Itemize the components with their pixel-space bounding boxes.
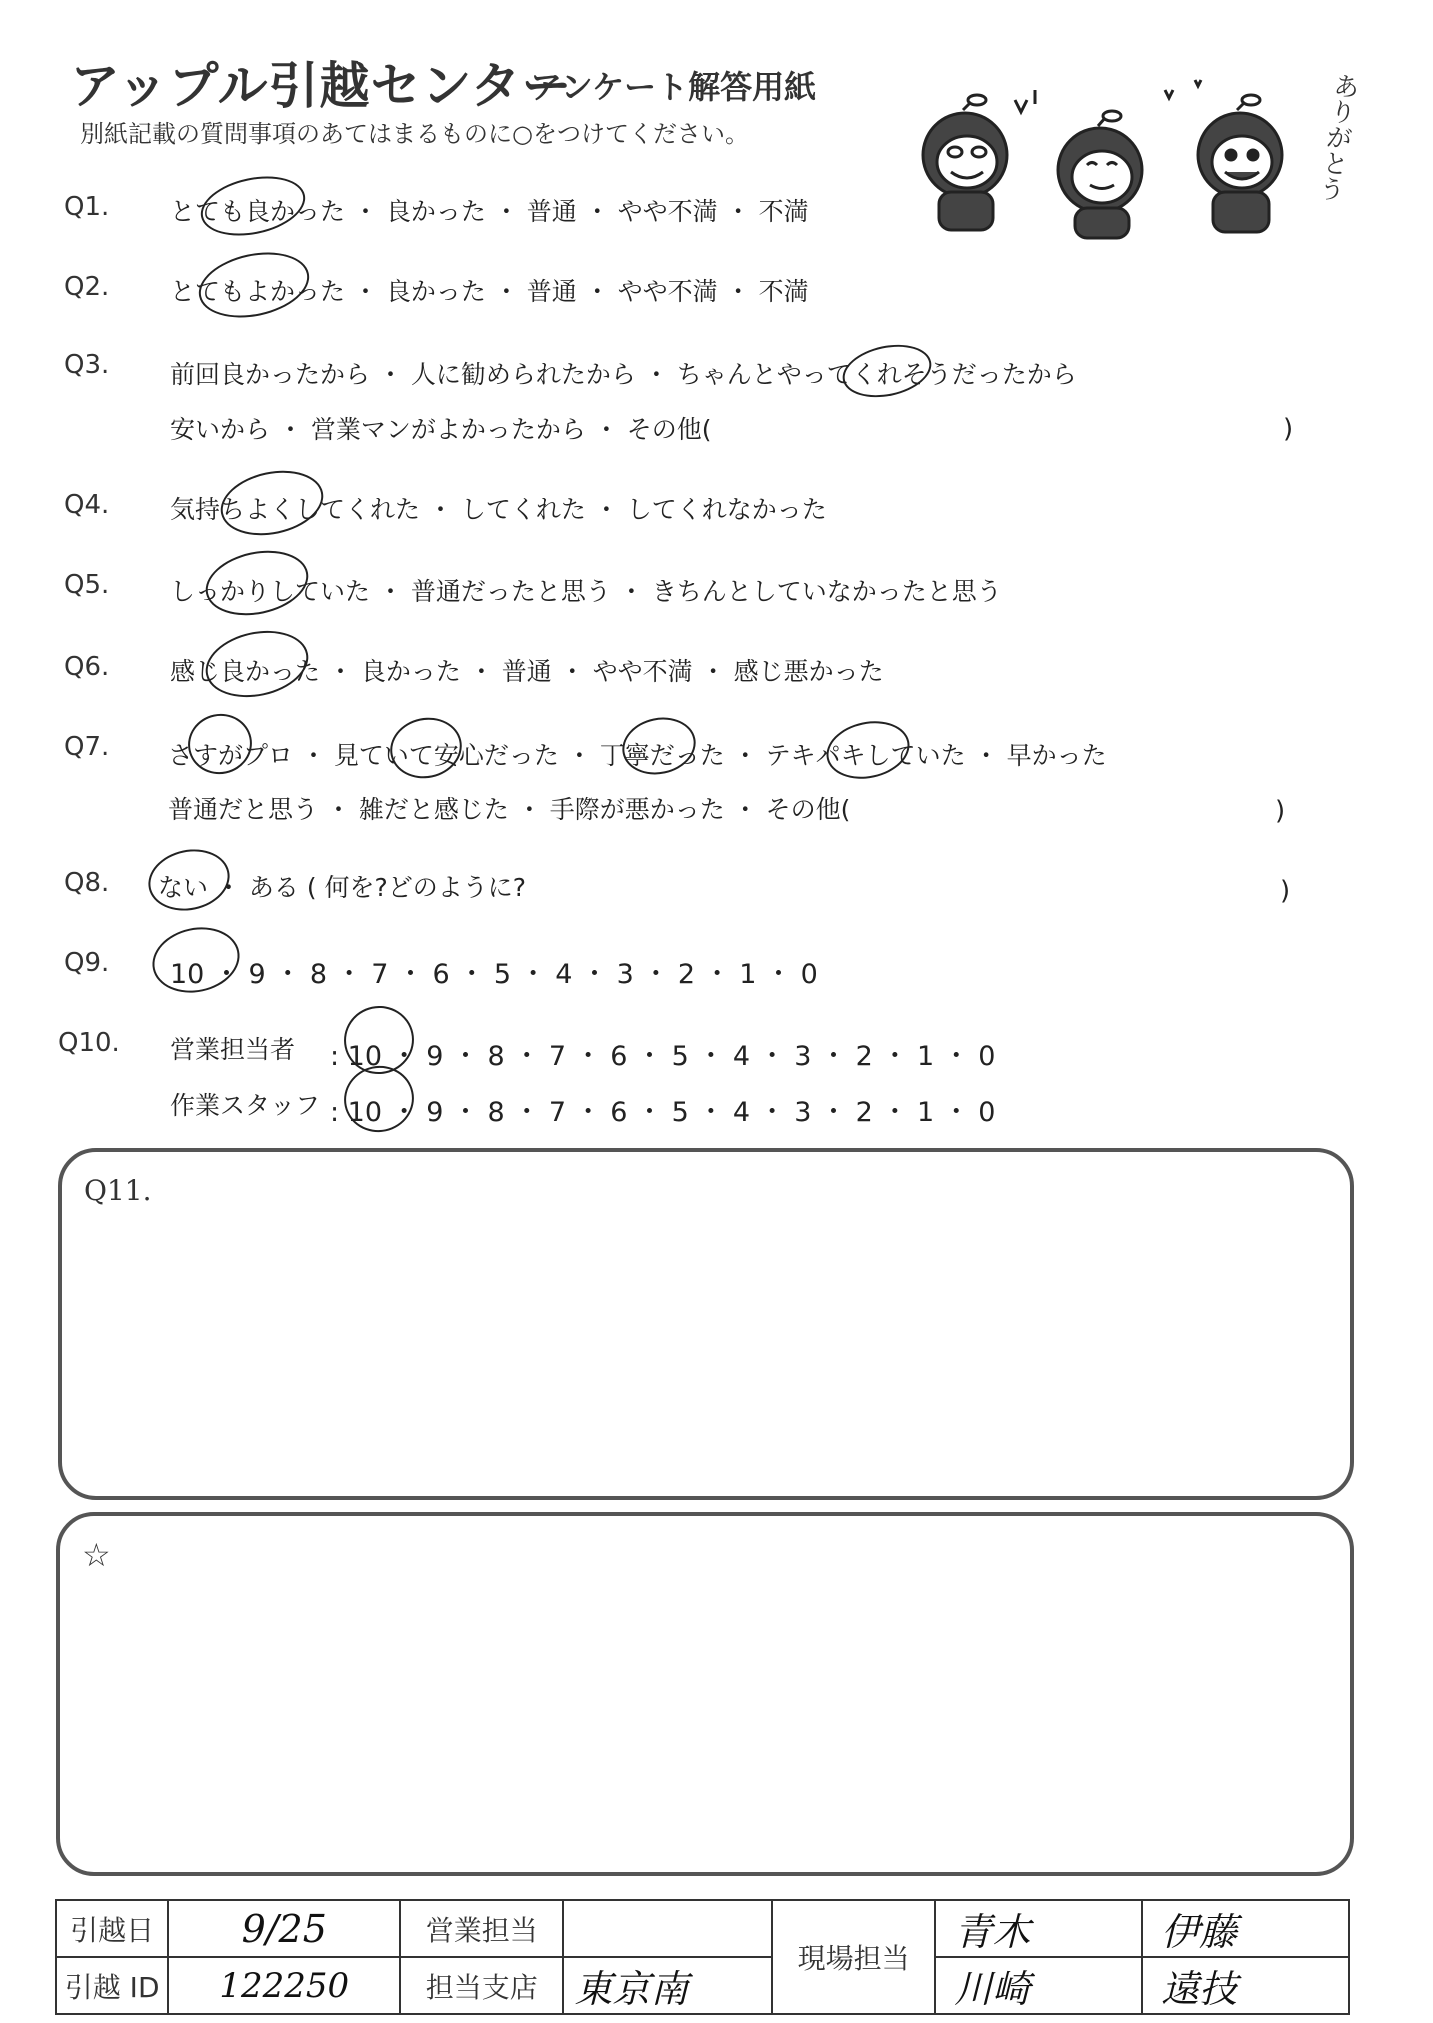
star-label: ☆ bbox=[82, 1536, 111, 1574]
q7-options-line1[interactable]: さすがプロ ・ 見ていて安心だった ・ 丁寧だった ・ テキパキしていた ・ 早かった bbox=[168, 741, 1107, 770]
field-staff-2[interactable]: 伊藤 bbox=[1142, 1900, 1349, 1957]
q2-answer-circle bbox=[193, 243, 315, 327]
q7-label: Q7. bbox=[64, 732, 110, 762]
q6-answer-circle bbox=[199, 622, 314, 706]
branch-value[interactable]: 東京南 bbox=[563, 1957, 772, 2014]
monkey-mascots-illustration bbox=[895, 60, 1345, 244]
sales-rep-value[interactable] bbox=[563, 1900, 772, 1957]
q8-options[interactable]: ない ・ ある ( 何を?どのように? bbox=[158, 873, 527, 902]
q3-answer-circle bbox=[838, 337, 936, 405]
move-date-label: 引越日 bbox=[56, 1900, 168, 1957]
q7-options-line2[interactable]: 普通だと思う ・ 雑だと感じた ・ 手際が悪かった ・ その他( bbox=[168, 795, 851, 824]
move-id-value[interactable]: 122250 bbox=[168, 1957, 400, 2014]
field-staff-4[interactable]: 遠技 bbox=[1142, 1957, 1349, 2014]
q11-label: Q11. bbox=[84, 1174, 152, 1207]
branch-label: 担当支店 bbox=[400, 1957, 563, 2014]
q10-sales-label: 営業担当者 bbox=[170, 1035, 296, 1064]
q7-answer-circle-2 bbox=[385, 711, 468, 785]
q8-close: ) bbox=[1280, 876, 1291, 906]
q3-options-line2[interactable]: 安いから ・ 営業マンがよかったから ・ その他( bbox=[170, 415, 712, 444]
q4-label: Q4. bbox=[64, 490, 110, 520]
move-id-label: 引越 ID bbox=[56, 1957, 168, 2014]
move-date-value[interactable]: 9/25 bbox=[168, 1900, 400, 1957]
q1-options[interactable]: とても良かった ・ 良かった ・ 普通 ・ やや不満 ・ 不満 bbox=[170, 197, 809, 226]
q11-comment-box[interactable] bbox=[58, 1148, 1354, 1500]
instructions-text: 別紙記載の質問事項のあてはまるものに○をつけてください。 bbox=[80, 120, 749, 148]
q6-options[interactable]: 感じ良かった ・ 良かった ・ 普通 ・ やや不満 ・ 感じ悪かった bbox=[170, 657, 884, 686]
q3-label: Q3. bbox=[64, 350, 110, 380]
form-subtitle: アンケート解答用紙 bbox=[530, 68, 817, 106]
footer-info-table bbox=[55, 1899, 1350, 2015]
q8-answer-circle bbox=[143, 842, 236, 918]
sales-rep-label: 営業担当 bbox=[400, 1900, 563, 1957]
q5-options[interactable]: しっかりしていた ・ 普通だったと思う ・ きちんとしていなかったと思う bbox=[170, 577, 1002, 606]
q2-options[interactable]: とてもよかった ・ 良かった ・ 普通 ・ やや不満 ・ 不満 bbox=[170, 277, 809, 306]
q10-label: Q10. bbox=[58, 1028, 120, 1058]
field-staff-label: 現場担当 bbox=[772, 1900, 935, 2014]
q3-other-close: ) bbox=[1283, 414, 1294, 444]
q5-answer-circle bbox=[200, 542, 315, 624]
company-title: アップル引越センター bbox=[70, 57, 573, 115]
q6-label: Q6. bbox=[64, 652, 110, 682]
q7-answer-circle-4 bbox=[821, 714, 915, 786]
q7-other-close: ) bbox=[1275, 796, 1286, 826]
q8-label: Q8. bbox=[64, 868, 110, 898]
field-staff-3[interactable]: 川崎 bbox=[935, 1957, 1142, 2014]
q4-options[interactable]: 気持ちよくしてくれた ・ してくれた ・ してくれなかった bbox=[170, 495, 827, 524]
thanks-text: ありがとう bbox=[1313, 70, 1361, 204]
q9-label: Q9. bbox=[64, 948, 110, 978]
q1-label: Q1. bbox=[64, 192, 110, 222]
star-comment-box[interactable] bbox=[56, 1512, 1354, 1876]
q10-sales-scale[interactable]: : 10 ・ 9 ・ 8 ・ 7 ・ 6 ・ 5 ・ 4 ・ 3 ・ 2 ・ 1 ・ 0 bbox=[330, 1041, 996, 1072]
q9-scale[interactable]: 10 ・ 9 ・ 8 ・ 7 ・ 6 ・ 5 ・ 4 ・ 3 ・ 2 ・ 1 ・ 0 bbox=[170, 959, 818, 990]
q10-staff-scale[interactable]: : 10 ・ 9 ・ 8 ・ 7 ・ 6 ・ 5 ・ 4 ・ 3 ・ 2 ・ 1 ・ 0 bbox=[330, 1097, 996, 1128]
q10-staff-label: 作業スタッフ bbox=[170, 1091, 321, 1120]
field-staff-1[interactable]: 青木 bbox=[935, 1900, 1142, 1957]
q3-options-line1[interactable]: 前回良かったから ・ 人に勧められたから ・ ちゃんとやってくれそうだったから bbox=[170, 360, 1077, 389]
q5-label: Q5. bbox=[64, 570, 110, 600]
q1-answer-circle bbox=[195, 168, 310, 245]
q2-label: Q2. bbox=[64, 272, 110, 302]
q4-answer-circle bbox=[215, 462, 330, 544]
